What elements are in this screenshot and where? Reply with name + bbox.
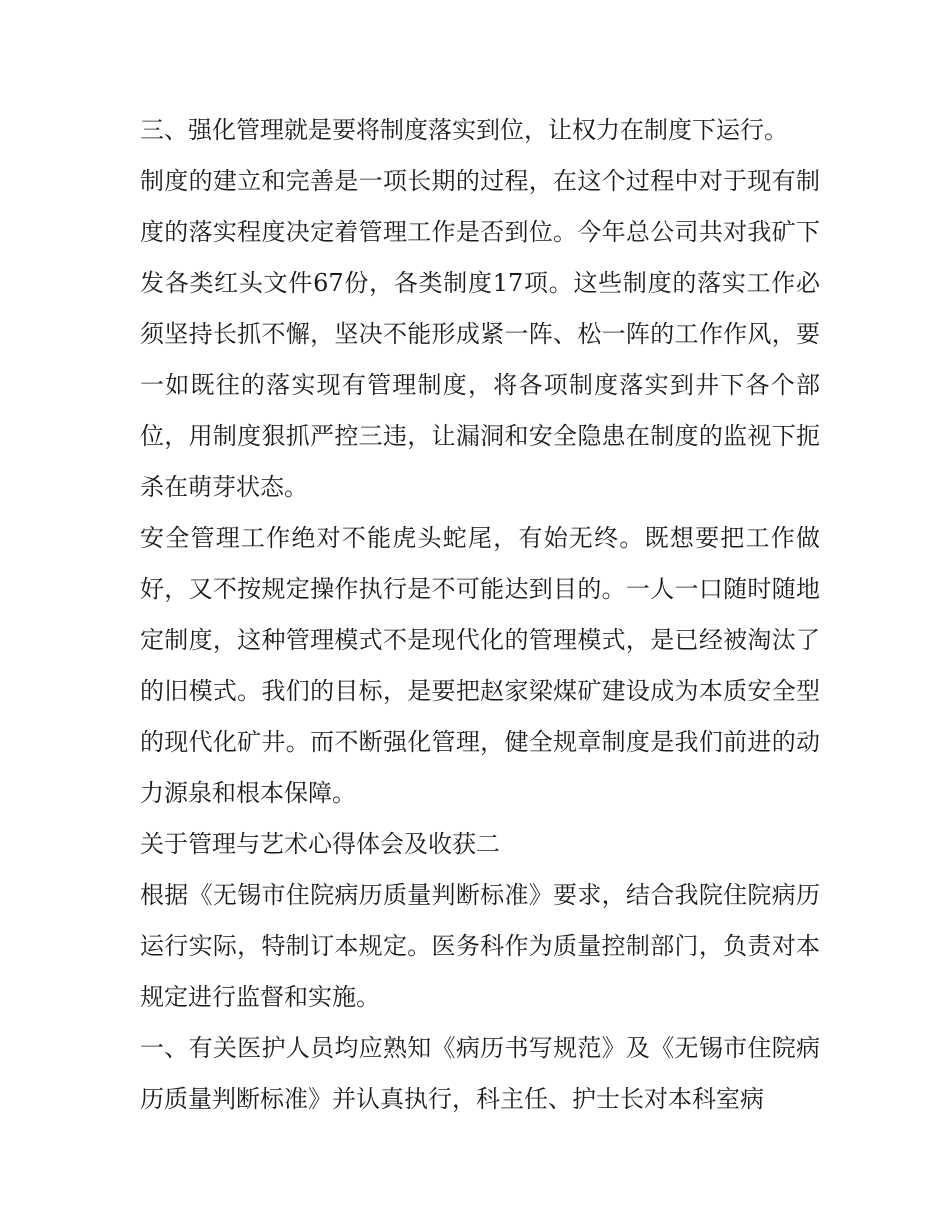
document-body	[140, 105, 820, 1125]
paragraph-article-title: 关于管理与艺术心得体会及收获二	[140, 830, 500, 858]
paragraph-medical-record-standard: 根据《无锡市住院病历质量判断标准》要求，结合我院住院病历运行实际，特制订本规定。医务科作为质量控制部门，负责对本规定进行监督和实施。	[140, 881, 820, 1011]
paragraph-section-three-heading: 三、强化管理就是要将制度落实到位，让权力在制度下运行。	[140, 116, 788, 144]
paragraph-system-implementation: 制度的建立和完善是一项长期的过程，在这个过程中对于现有制度的落实程度决定着管理工作是否到位。今年总公司共对我矿下发各类红头文件67份，各类制度17项。这些制度的落实工作必须坚持长抓不懈，坚决不能形成紧一阵、松一阵的工作作风，要一如既往的落实现有管理制度，将各项制度落实到井下各个部位，用制度狠抓严控三违，让漏洞和安全隐患在制度的监视下扼杀在萌芽状态。	[140, 167, 820, 501]
paragraph-safety-management: 安全管理工作绝对不能虎头蛇尾，有始无终。既想要把工作做好，又不按规定操作执行是不可能达到目的。一人一口随时随地定制度，这种管理模式不是现代化的管理模式，是已经被淘汰了的旧模式。我们的目标，是要把赵家梁煤矿建设成为本质安全型的现代化矿井。而不断强化管理，健全规章制度是我们前进的动力源泉和根本保障。	[140, 524, 820, 807]
paragraph-item-one: 一、有关医护人员均应熟知《病历书写规范》及《无锡市住院病历质量判断标准》并认真执行，科主任、护士长对本科室病	[140, 1034, 820, 1113]
